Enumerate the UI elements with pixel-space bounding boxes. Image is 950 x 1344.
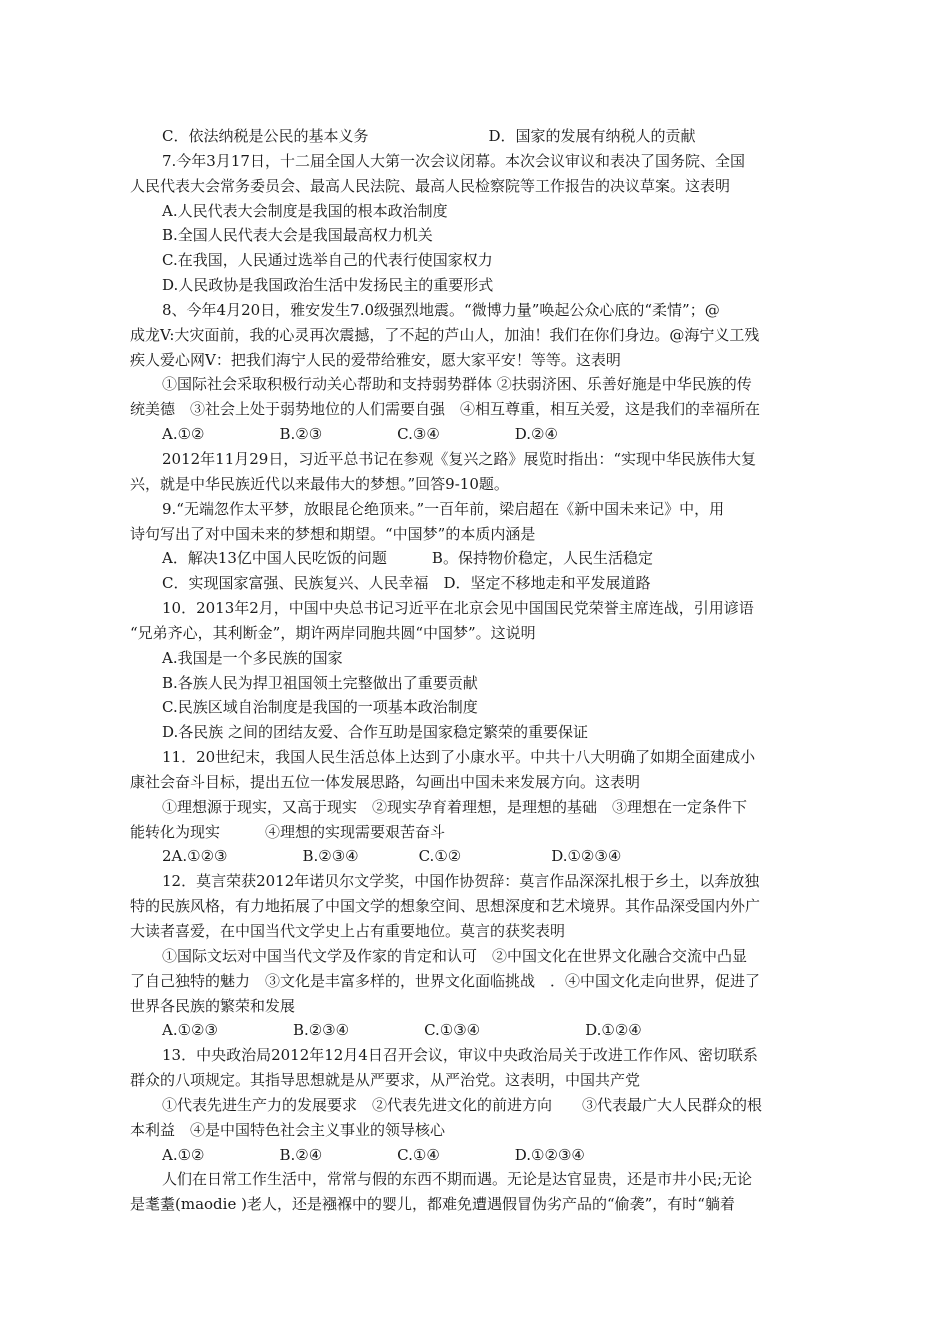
question-7-stem: 7.今年3月17日，十二届全国人大第一次会议闭幕。本次会议审议和表决了国务院、全国 [162, 151, 745, 170]
option-a: A.我国是一个多民族的国家 [162, 648, 343, 667]
text-line: 成龙V:大灾面前，我的心灵再次震撼，了不起的芦山人，加油！我们在你们身边。@海宁义工残 [130, 325, 760, 344]
statement-line: 了自己独特的魅力 ③文化是丰富多样的，世界文化面临挑战 ．④中国文化走向世界，促进了 [130, 971, 761, 990]
answer-options: 2A.①②③ B.②③④ C.①② D.①②③④ [162, 847, 622, 866]
text-line: 康社会奋斗目标，提出五位一体发展思路，勾画出中国未来发展方向。这表明 [130, 772, 641, 791]
option-b: B.各族人民为捍卫祖国领土完整做出了重要贡献 [162, 673, 478, 692]
question-11-stem: 11．20世纪末，我国人民生活总体上达到了小康水平。中共十八大明确了如期全面建成小 [162, 748, 756, 767]
text-line: 是耄耋(maodie )老人，还是襁褓中的婴儿，都难免遭遇假冒伪劣产品的“偷袭”，有时“躺着 [130, 1195, 735, 1214]
question-10-stem: 10．2013年2月，中国中央总书记习近平在北京会见中国国民党荣誉主席连战，引用谚语 [162, 599, 754, 618]
passage-text: 人们在日常工作生活中，常常与假的东西不期而遇。无论是达官显贵，还是市井小民;无论 [162, 1170, 753, 1189]
text-line: 疾人爱心网V：把我们海宁人民的爱带给雅安，愿大家平安！等等。这表明 [130, 350, 621, 369]
text-line: 特的民族风格，有力地拓展了中国文学的想象空间、思想深度和艺术境界。其作品深受国内外广 [130, 897, 761, 916]
answer-options: A.①② B.②③ C.③④ D.②④ [162, 425, 558, 444]
option-c: C.民族区域自治制度是我国的一项基本政治制度 [162, 698, 478, 717]
option-d: D.人民政协是我国政治生活中发扬民主的重要形式 [162, 276, 494, 295]
answer-options: A.①② B.②④ C.①④ D.①②③④ [162, 1145, 585, 1164]
document-page [130, 124, 834, 1217]
statement-line: ①国际文坛对中国当代文学及作家的肯定和认可 ②中国文化在世界文化融合交流中凸显 [162, 946, 748, 965]
answer-options: A.①②③ B.②③④ C.①③④ D.①②④ [162, 1021, 642, 1040]
option-d: D.各民族 之间的团结友爱、合作互助是国家稳定繁荣的重要保证 [162, 723, 589, 742]
question-9-stem: 9.“无端忽作太平梦，放眼昆仑绝顶来。”一百年前，梁启超在《新中国未来记》中，用 [162, 499, 725, 518]
text-line: 人民代表大会常务委员会、最高人民法院、最高人民检察院等工作报告的决议草案。这表明 [130, 176, 731, 195]
passage-intro: 2012年11月29日，习近平总书记在参观《复兴之路》展览时指出：“实现中华民族伟大复 [162, 449, 757, 468]
statement-line: ①理想源于现实，又高于现实 ②现实孕育着理想，是理想的基础 ③理想在一定条件下 [162, 797, 748, 816]
option-c: C.在我国，人民通过选举自己的代表行使国家权力 [162, 251, 493, 270]
text-line: “兄弟齐心，其利断金”，期许两岸同胞共圆“中国梦”。这说明 [130, 623, 536, 642]
option-b: B.全国人民代表大会是我国最高权力机关 [162, 226, 433, 245]
statement-line: 统美德 ③社会上处于弱势地位的人们需要自强 ④相互尊重，相互关爱，这是我们的幸福所在 [130, 400, 761, 419]
text-line: 大读者喜爱，在中国当代文学史上占有重要地位。莫言的获奖表明 [130, 922, 566, 940]
text-line: C．依法纳税是公民的基本义务 D．国家的发展有纳税人的贡献 [162, 127, 696, 145]
statement-line: 世界各民族的繁荣和发展 [130, 996, 296, 1015]
text-line: 诗句写出了对中国未来的梦想和期望。“中国梦”的本质内涵是 [130, 524, 536, 543]
question-8-stem: 8、今年4月20日，雅安发生7.0级强烈地震。“微博力量”唤起公众心底的“柔情”；@ [162, 300, 720, 319]
statement-line: 本利益 ④是中国特色社会主义事业的领导核心 [130, 1120, 446, 1139]
text-line: 群众的八项规定。其指导思想就是从严要求，从严治党。这表明，中国共产党 [130, 1071, 641, 1090]
statement-line: ①代表先进生产力的发展要求 ②代表先进文化的前进方向 ③代表最广大人民群众的根 [162, 1095, 763, 1114]
text-line: 兴，就是中华民族近代以来最伟大的梦想。”回答9-10题。 [130, 474, 509, 493]
question-13-stem: 13．中央政治局2012年12月4日召开会议，审议中央政治局关于改进工作作风、密切联系 [162, 1046, 758, 1065]
statement-line: ①国际社会采取积极行动关心帮助和支持弱势群体 ②扶弱济困、乐善好施是中华民族的传 [162, 375, 752, 394]
statement-line: 能转化为现实 ④理想的实现需要艰苦奋斗 [130, 822, 446, 841]
answer-options: C．实现国家富强、民族复兴、人民幸福 D．坚定不移地走和平发展道路 [162, 574, 651, 593]
answer-options: A．解决13亿中国人民吃饭的问题 B。保持物价稳定，人民生活稳定 [162, 549, 653, 568]
question-12-stem: 12．莫言荣获2012年诺贝尔文学奖，中国作协贺辞：莫言作品深深扎根于乡土，以奔放独 [162, 872, 760, 891]
option-a: A.人民代表大会制度是我国的根本政治制度 [162, 201, 448, 220]
